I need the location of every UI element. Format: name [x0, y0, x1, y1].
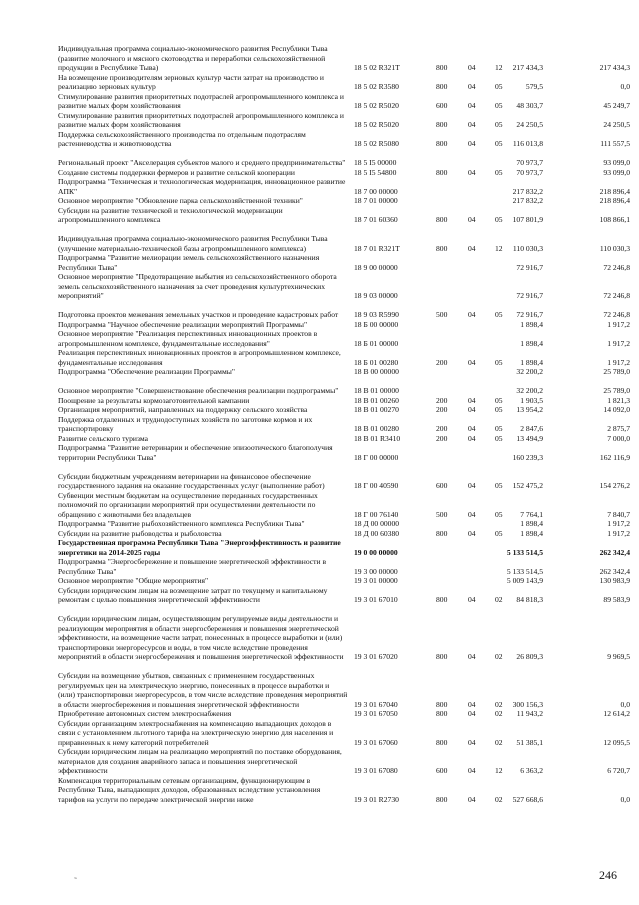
row-amount-year1: 72 916,7	[516, 291, 543, 300]
row-code: 18 Г 00 76140	[354, 509, 399, 519]
row-name: Компенсация территориальным сетевым организациям, функционирующим в Республике Тыва, выпадающих доходов, образованных вследствие установления тарифов на услуги по передаче электрической энергии ниже	[58, 775, 321, 804]
row-name: Организация мероприятий, направленных на поддержку сельского хозяйства	[58, 405, 308, 414]
row-amount-year2: 218 896,4	[599, 196, 630, 205]
row-subsection: 05	[495, 395, 503, 405]
row-code: 19 3 01 67080	[354, 766, 398, 775]
row-section: 04	[468, 595, 476, 604]
row-subsection: 02	[495, 709, 503, 718]
row-amount-year2: 9 969,5	[607, 652, 630, 661]
row-section: 04	[468, 82, 476, 91]
row-code: 19 3 01 R2730	[354, 794, 399, 804]
row-amount-year1: 217 832,2	[512, 196, 543, 205]
row-code: 18 В 01 00280	[354, 424, 399, 433]
row-name: Основное мероприятие "Предотвращение выбытия из сельскохозяйственного оборота земель сельскохозяйственного назначения за счет проведения культуртехнических мероприятий"	[58, 272, 337, 300]
row-subsection: 05	[495, 481, 503, 490]
row-code: 18 7 01 00000	[354, 196, 398, 205]
row-amount-year1: 300 156,3	[512, 699, 543, 709]
row-code: 18 7 01 R321T	[354, 243, 400, 253]
row-code: 18 В 00 00000	[354, 367, 399, 376]
row-name: Государственная программа Республики Тыва "Энергоэффективность и развитие энергетики на 2014-2025 годы	[58, 538, 341, 557]
row-amount-year1: 5 133 514,5	[506, 566, 543, 576]
row-section: 04	[468, 405, 476, 414]
row-amount-year1: 6 363,2	[520, 766, 543, 775]
row-section: 04	[468, 357, 476, 367]
row-amount-year2: 1 917,2	[607, 519, 630, 528]
row-subsection: 12	[495, 766, 503, 775]
table-row	[0, 519, 639, 529]
row-amount-year2: 0,0	[620, 794, 630, 804]
row-subsection: 02	[495, 595, 503, 604]
row-name: Подпрограмма "Развитие мелиорации земель сельскохозяйственного назначения Республики Тыва"	[58, 253, 320, 272]
row-amount-year1: 72 916,7	[516, 310, 543, 319]
row-amount-year2: 1 917,2	[607, 338, 630, 348]
table-row	[0, 709, 639, 719]
row-code: 18 Д 00 60380	[354, 528, 400, 538]
row-subsection: 12	[495, 63, 503, 72]
table-row	[0, 538, 639, 557]
row-section: 04	[468, 737, 476, 747]
row-expense-type: 200	[436, 395, 448, 405]
row-name: Стимулирование развития приоритетных подотраслей агропромышленного комплекса и развитие малых форм хозяйствования	[58, 91, 344, 110]
row-expense-type: 200	[436, 357, 448, 367]
table-row	[0, 491, 639, 520]
row-name: Региональный проект "Акселерация субъектов малого и среднего предпринимательства"	[58, 158, 346, 167]
row-amount-year1: 116 013,8	[512, 139, 543, 148]
page-number: 246	[599, 868, 617, 882]
row-name: Индивидуальная программа социально-экономического развития Республики Тыва (развитие молочного и мясного скотоводства и переработки сельскохозяйственной продукции в Республике Тыва)	[58, 44, 328, 72]
row-name: Приобретение автономных систем электроснабжения	[58, 709, 232, 718]
row-code: 18 9 03 00000	[354, 291, 398, 300]
row-name: Развитие сельского туризма	[58, 433, 148, 443]
row-amount-year2: 154 276,2	[599, 481, 630, 490]
row-amount-year2: 162 116,9	[599, 452, 630, 462]
row-code: 19 0 00 00000	[354, 547, 398, 557]
row-name: Основное мероприятие "Общие мероприятия"	[58, 576, 209, 585]
row-code: 18 5 02 R5020	[354, 120, 399, 129]
row-name: Субсидии организациям электроснабжения на компенсацию выпадающих доходов в связи с установлением льготного тарифа на электрическую энергию для населения и приравненных к нему категорий потребителей	[58, 718, 334, 747]
row-amount-year1: 24 250,5	[516, 120, 543, 129]
row-name: Основное мероприятие "Обновление парка сельскохозяйственной техники"	[58, 196, 303, 205]
row-subsection: 05	[495, 167, 503, 177]
row-expense-type: 800	[436, 120, 448, 129]
table-row	[0, 405, 639, 415]
row-name: Поддержка сельскохозяйственного производства по отдельным подотраслям растениеводства и животноводства	[58, 129, 306, 148]
row-amount-year1: 1 898,4	[520, 528, 543, 538]
row-amount-year2: 12 614,2	[603, 709, 630, 718]
table-row	[0, 348, 639, 367]
row-amount-year1: 7 764,1	[520, 509, 543, 519]
table-row	[0, 434, 639, 444]
row-name: Субсидии на возмещение убытков, связанных с применением государственных регулируемых цен на электрическую энергию, понесенных в процессе выработки и (или) транспортировки энергоресурсов, в том числе вследствие проведения мероприятий в области энергосбережения и повышения энергетической эффективности	[58, 671, 348, 709]
row-code: 18 В 01 00000	[354, 386, 399, 395]
row-amount-year2: 93 099,0	[603, 158, 630, 167]
row-name: Субсидии на развитие технической и технологической модернизации агропромышленного комплекса	[58, 205, 283, 224]
table-row	[0, 329, 639, 348]
row-amount-year1: 2 847,6	[520, 424, 543, 433]
row-subsection: 05	[495, 433, 503, 443]
row-amount-year2: 108 866,1	[599, 215, 630, 224]
row-section: 04	[468, 652, 476, 661]
row-subsection: 02	[495, 699, 503, 709]
row-code: 18 Д 00 00000	[354, 519, 400, 528]
row-section: 04	[468, 794, 476, 804]
table-row	[0, 415, 639, 434]
row-subsection: 12	[495, 243, 503, 253]
row-code: 18 Г 00 40590	[354, 481, 399, 490]
table-row	[0, 367, 639, 377]
row-expense-type: 200	[436, 433, 448, 443]
row-name: Стимулирование развития приоритетных подотраслей агропромышленного комплекса и развитие малых форм хозяйствования	[58, 110, 344, 129]
table-row	[0, 557, 639, 576]
row-section: 04	[468, 766, 476, 775]
row-code: 18 7 01 60360	[354, 215, 398, 224]
row-section: 04	[468, 699, 476, 709]
row-subsection: 05	[495, 424, 503, 433]
row-section: 04	[468, 310, 476, 319]
row-amount-year1: 5 133 514,5	[506, 547, 543, 557]
row-name: Субсидии бюджетным учреждениям ветеринарии на финансовое обеспечение государственного задания на оказание государственных услуг (выполнение работ)	[58, 471, 325, 490]
row-amount-year1: 579,5	[525, 82, 543, 91]
table-row	[0, 168, 639, 178]
row-code: 18 В 01 00270	[354, 405, 399, 414]
row-code: 18 5 I5 54800	[354, 167, 397, 177]
row-expense-type: 200	[436, 405, 448, 414]
row-name: Подготовка проектов межевания земельных участков и проведение кадастровых работ	[58, 310, 339, 319]
row-subsection: 05	[495, 357, 503, 367]
row-name: На возмещение производителям зерновых культур части затрат на производство и реализацию зерновых культур	[58, 72, 324, 91]
table-row	[0, 320, 639, 330]
row-code: 18 9 00 00000	[354, 262, 398, 272]
row-amount-year1: 48 303,7	[516, 101, 543, 110]
row-code: 18 5 02 R5080	[354, 139, 399, 148]
table-row	[0, 272, 639, 301]
row-amount-year2: 45 249,7	[603, 101, 630, 110]
row-amount-year1: 527 668,6	[512, 794, 543, 804]
row-code: 18 Б 01 00000	[354, 338, 399, 348]
row-amount-year1: 32 200,2	[516, 367, 543, 376]
row-section: 04	[468, 139, 476, 148]
row-expense-type: 600	[436, 101, 448, 110]
row-code: 18 7 00 00000	[354, 186, 398, 196]
row-amount-year1: 1 898,4	[520, 519, 543, 528]
row-amount-year2: 1 917,2	[607, 357, 630, 367]
row-amount-year1: 110 030,3	[512, 243, 543, 253]
row-expense-type: 800	[436, 595, 448, 604]
row-name: Подпрограмма "Развитие рыбохозяйственного комплекса Республики Тыва"	[58, 519, 305, 528]
row-code: 18 В 01 R3410	[354, 433, 401, 443]
row-amount-year2: 1 821,3	[607, 395, 630, 405]
row-amount-year2: 93 099,0	[603, 167, 630, 177]
row-expense-type: 800	[436, 63, 448, 72]
row-amount-year1: 217 434,3	[512, 63, 543, 72]
row-section: 04	[468, 101, 476, 110]
row-code: 19 3 00 00000	[354, 566, 398, 576]
row-subsection: 05	[495, 82, 503, 91]
row-code: 18 5 02 R5020	[354, 101, 399, 110]
row-amount-year2: 7 840,7	[607, 509, 630, 519]
row-amount-year1: 11 943,2	[516, 709, 543, 718]
row-amount-year1: 1 898,4	[520, 357, 543, 367]
table-row	[0, 301, 639, 320]
row-subsection: 05	[495, 215, 503, 224]
row-amount-year1: 160 239,3	[512, 452, 543, 462]
table-row	[0, 130, 639, 149]
row-section: 04	[468, 528, 476, 538]
row-name: Подпрограмма "Научное обеспечение реализации мероприятий Программы"	[58, 319, 308, 329]
row-name: Поощрение за результаты кормозаготовительной кампании	[58, 395, 250, 405]
row-amount-year2: 89 583,9	[603, 595, 630, 604]
row-amount-year2: 7 000,0	[607, 433, 630, 443]
row-amount-year1: 32 200,2	[516, 386, 543, 395]
row-amount-year1: 1 898,4	[520, 338, 543, 348]
row-amount-year1: 72 916,7	[516, 262, 543, 272]
row-subsection: 05	[495, 139, 503, 148]
row-name: Субсидии юридическим лицам, осуществляющим регулируемые виды деятельности и реализующим мероприятия в области энергосбережения и повышения энергетической эффективности, на возмещение части затрат, понесенных в процессе выработки и (или) транспортировки энергоресурсов и воды, в том числе вследствие проведения мероприятий в области энергосбережения и повышения энергетической эффективности	[58, 614, 344, 661]
table-row	[0, 177, 639, 196]
stray-mark: ˜	[74, 876, 77, 886]
table-row	[0, 44, 639, 73]
row-code: 19 3 01 67060	[354, 737, 398, 747]
table-row	[0, 225, 639, 254]
row-code: 18 5 02 R3580	[354, 82, 399, 91]
row-expense-type: 600	[436, 481, 448, 490]
row-code: 18 5 02 R321T	[354, 63, 400, 72]
row-subsection: 05	[495, 509, 503, 519]
row-name: Субсидии юридическим лицам на реализацию мероприятий по поставке оборудования, материалов для создания аварийного запаса и повышения энергетической эффективности	[58, 747, 342, 775]
row-amount-year1: 51 385,1	[516, 737, 543, 747]
row-amount-year1: 70 973,7	[516, 158, 543, 167]
row-code: 18 Б 00 00000	[354, 319, 399, 329]
row-name: Подпрограмма "Энергосбережение и повышение энергетической эффективности в Республике Тыва"	[58, 557, 327, 576]
row-code: 19 3 01 00000	[354, 576, 398, 585]
row-amount-year1: 70 973,7	[516, 167, 543, 177]
row-amount-year1: 1 898,4	[520, 319, 543, 329]
table-row	[0, 377, 639, 396]
row-expense-type: 500	[436, 509, 448, 519]
row-name: Поддержка отдаленных и труднодоступных хозяйств по заготовке кормов и их транспортировку	[58, 414, 313, 433]
row-code: 19 3 01 67010	[354, 595, 398, 604]
row-code: 19 3 01 67050	[354, 709, 398, 718]
row-name: Подпрограмма "Обеспечение реализации Программы"	[58, 367, 235, 376]
row-name: Индивидуальная программа социально-экономического развития Республики Тыва (улучшение материально-технической базы агропромышленного комплекса)	[58, 234, 328, 253]
row-amount-year2: 0,0	[620, 82, 630, 91]
row-expense-type: 800	[436, 737, 448, 747]
row-amount-year1: 13 494,9	[516, 433, 543, 443]
row-section: 04	[468, 167, 476, 177]
row-name: Реализация перспективных инновационных проектов в агропромышленном комплексе, фундаментальные исследования	[58, 348, 341, 367]
row-amount-year2: 262 342,4	[599, 566, 630, 576]
table-row	[0, 253, 639, 272]
row-amount-year1: 13 954,2	[516, 405, 543, 414]
row-amount-year2: 130 983,9	[599, 576, 630, 585]
row-amount-year2: 25 789,0	[603, 367, 630, 376]
row-amount-year1: 152 475,2	[512, 481, 543, 490]
row-expense-type: 800	[436, 167, 448, 177]
row-name: Субсидии юридическим лицам на возмещение затрат по текущему и капитальному ремонтам с целью повышения энергетической эффективности	[58, 585, 328, 604]
row-amount-year2: 2 875,7	[607, 424, 630, 433]
row-expense-type: 800	[436, 215, 448, 224]
row-subsection: 02	[495, 652, 503, 661]
row-code: 18 В 01 00260	[354, 395, 399, 405]
row-amount-year2: 25 789,0	[603, 386, 630, 395]
table-row	[0, 605, 639, 662]
table-row	[0, 443, 639, 462]
row-code: 18 Б 01 00280	[354, 357, 399, 367]
table-row	[0, 196, 639, 206]
row-section: 04	[468, 395, 476, 405]
table-row	[0, 206, 639, 225]
row-name: Создание системы поддержки фермеров и развитие сельской кооперации	[58, 167, 295, 177]
row-amount-year1: 5 009 143,9	[506, 576, 543, 585]
row-code: 18 9 03 R5990	[354, 310, 399, 319]
row-amount-year2: 111 557,5	[600, 139, 630, 148]
row-expense-type: 800	[436, 243, 448, 253]
table-row	[0, 92, 639, 111]
table-row	[0, 529, 639, 539]
row-expense-type: 800	[436, 528, 448, 538]
table-row	[0, 462, 639, 491]
row-name: Субсидии на развитие рыбоводства и рыболовства	[58, 528, 222, 538]
row-subsection: 05	[495, 120, 503, 129]
row-name: Субвенции местным бюджетам на осуществление переданных государственных полномочий по организации мероприятий при осуществлении деятельности по обращению с животными без владельцев	[58, 490, 318, 519]
row-subsection: 02	[495, 794, 503, 804]
row-name: Подпрограмма "Развитие ветеринарии и обеспечение эпизоотического благополучия территории Республики Тыва"	[58, 443, 333, 462]
table-row	[0, 576, 639, 586]
row-expense-type: 800	[436, 652, 448, 661]
budget-table	[0, 44, 639, 804]
row-amount-year2: 1 917,2	[607, 528, 630, 538]
row-code: 19 3 01 67020	[354, 652, 398, 661]
row-expense-type: 800	[436, 709, 448, 718]
row-amount-year1: 217 832,2	[512, 186, 543, 196]
row-expense-type: 800	[436, 794, 448, 804]
row-section: 04	[468, 481, 476, 490]
row-section: 04	[468, 433, 476, 443]
row-expense-type: 800	[436, 82, 448, 91]
table-row	[0, 396, 639, 406]
row-expense-type: 600	[436, 766, 448, 775]
row-name: Основное мероприятие "Совершенствование обеспечения реализации подпрограммы"	[58, 386, 339, 395]
row-amount-year2: 12 095,5	[603, 737, 630, 747]
table-row	[0, 719, 639, 748]
row-subsection: 02	[495, 737, 503, 747]
row-expense-type: 200	[436, 424, 448, 433]
row-subsection: 05	[495, 101, 503, 110]
row-expense-type: 500	[436, 310, 448, 319]
table-row	[0, 776, 639, 805]
row-section: 04	[468, 243, 476, 253]
row-amount-year2: 72 246,8	[603, 291, 630, 300]
row-amount-year2: 72 246,8	[603, 262, 630, 272]
row-amount-year1: 84 818,3	[516, 595, 543, 604]
row-subsection: 05	[495, 310, 503, 319]
row-amount-year2: 72 246,8	[603, 310, 630, 319]
row-section: 04	[468, 120, 476, 129]
row-amount-year2: 24 250,5	[603, 120, 630, 129]
row-amount-year2: 262 342,4	[599, 547, 630, 557]
row-expense-type: 800	[436, 139, 448, 148]
table-row	[0, 149, 639, 168]
row-code: 19 3 01 67040	[354, 699, 398, 709]
row-amount-year2: 1 917,2	[607, 319, 630, 329]
row-section: 04	[468, 215, 476, 224]
row-amount-year2: 217 434,3	[599, 63, 630, 72]
row-section: 04	[468, 424, 476, 433]
row-name: Основное мероприятие "Реализация перспективных инновационных проектов в агропромышленном комплексе, фундаментальные исследования"	[58, 329, 318, 348]
row-code: 18 5 I5 00000	[354, 158, 397, 167]
table-row	[0, 111, 639, 130]
row-code: 18 Г 00 00000	[354, 452, 399, 462]
table-row	[0, 747, 639, 776]
row-expense-type: 800	[436, 699, 448, 709]
table-row	[0, 586, 639, 605]
row-name: Подпрограмма "Техническая и технологическая модернизация, инновационное развитие АПК"	[58, 177, 346, 196]
row-amount-year1: 26 809,3	[516, 652, 543, 661]
table-row	[0, 73, 639, 92]
row-amount-year2: 14 092,0	[603, 405, 630, 414]
row-section: 04	[468, 509, 476, 519]
row-amount-year1: 1 903,5	[520, 395, 543, 405]
row-amount-year2: 218 896,4	[599, 186, 630, 196]
row-section: 04	[468, 709, 476, 718]
row-amount-year1: 107 801,9	[512, 215, 543, 224]
row-subsection: 05	[495, 528, 503, 538]
row-subsection: 05	[495, 405, 503, 414]
table-row	[0, 662, 639, 710]
row-section: 04	[468, 63, 476, 72]
row-amount-year2: 0,0	[620, 699, 630, 709]
row-amount-year2: 6 720,7	[607, 766, 630, 775]
row-amount-year2: 110 030,3	[599, 243, 630, 253]
